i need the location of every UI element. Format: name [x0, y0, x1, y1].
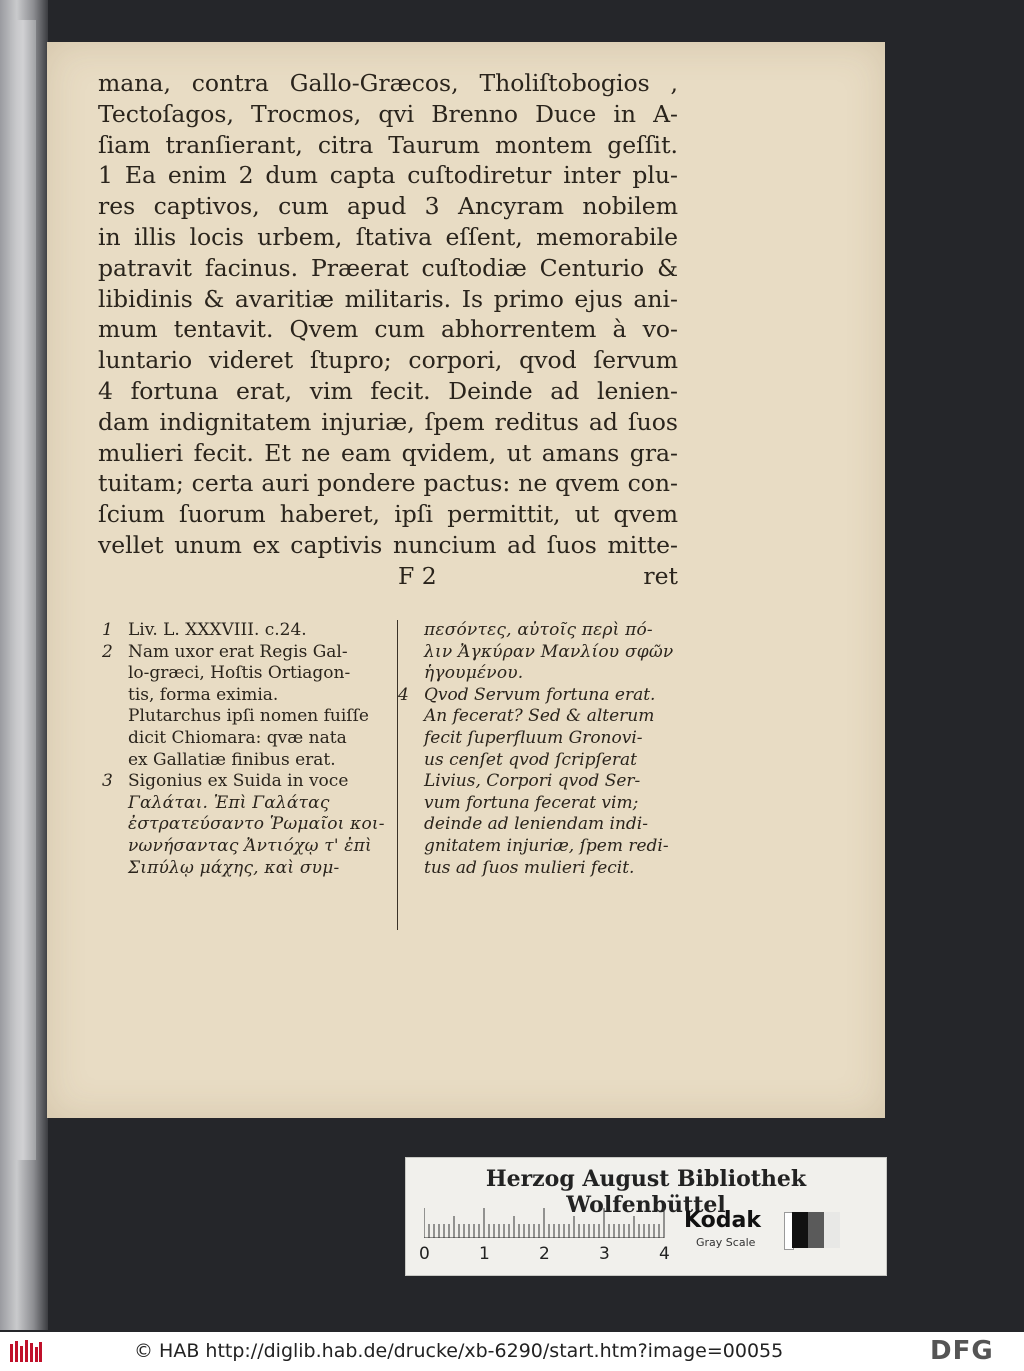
ruler-number: 1 — [479, 1244, 490, 1264]
copyright-url[interactable]: © HAB http://diglib.hab.de/drucke/xb-6290/start.htm?image=00055 — [134, 1340, 784, 1362]
text-line: res captivos, cum apud 3 Ancyram nobilem — [98, 192, 678, 221]
text-line: mum tentavit. Qvem cum abhorrentem à vo- — [98, 315, 678, 344]
binding-strip — [10, 20, 36, 1160]
footnotes-right — [396, 620, 678, 879]
footnote-line — [100, 728, 388, 750]
text-line: 4 fortuna erat, vim fecit. Deinde ad lenien- — [98, 376, 678, 405]
text-line: vellet unum ex captivis nuncium ad ſuos mitte- — [98, 530, 678, 559]
text-line: mulieri fecit. Et ne eam qvidem, ut amans gra- — [98, 438, 678, 467]
footnote-text: Σιπύλῳ μάχης, καὶ συμ- — [128, 857, 340, 878]
footer-bar — [0, 1332, 1024, 1371]
kodak-brand: Kodak — [684, 1208, 761, 1233]
footnote-text: An fecerat? Sed & alterum — [424, 706, 655, 727]
footnote-text: vum fortuna fecerat vim; — [424, 792, 639, 813]
footnote-text: tis, forma eximia. — [128, 684, 279, 705]
footnote-line — [100, 771, 388, 793]
footnote-text: lo-græci, Hoſtis Ortiagon- — [128, 663, 351, 684]
footnote-line — [396, 620, 678, 642]
main-text-block — [98, 68, 678, 591]
gray-scale-label: Gray Scale — [696, 1236, 756, 1249]
signature-line — [98, 561, 678, 591]
footnote-text: Liv. L. XXXVIII. c.24. — [128, 620, 307, 640]
previous-page-edge — [0, 0, 48, 1330]
footnote-text: deinde ad leniendam indi- — [424, 814, 648, 835]
footnote-number: 4 — [398, 684, 409, 705]
footnote-line — [396, 728, 678, 750]
color-target — [405, 1157, 887, 1276]
text-line: mana, contra Gallo-Græcos, Tholiſtobogios , — [98, 69, 678, 97]
catchword: ret — [643, 561, 678, 590]
footnote-number: 1 — [102, 620, 113, 640]
library-name: Herzog August Bibliothek Wolfenbüttel — [485, 1166, 807, 1218]
footnote-text: dicit Chiomara: qvæ nata — [128, 727, 347, 748]
footnote-number: 3 — [102, 771, 113, 792]
swatch-dark-gray — [808, 1212, 824, 1248]
ruler-number: 0 — [419, 1244, 430, 1264]
ruler-number: 2 — [539, 1244, 550, 1264]
ruler-scale — [424, 1208, 674, 1238]
footnote-line — [100, 793, 388, 815]
footnote-text: λιν Ἀγκύραν Μανλίου σφῶν — [424, 641, 674, 662]
hab-logo-icon — [8, 1338, 44, 1364]
footnote-text: tus ad ſuos mulieri fecit. — [424, 857, 635, 878]
swatch-black — [792, 1212, 808, 1248]
text-line: in illis locis urbem, ſtativa eſſent, memorabile — [98, 222, 678, 251]
footnote-line — [100, 814, 388, 836]
footnote-number: 2 — [102, 641, 113, 662]
footnotes-left — [100, 620, 388, 879]
ruler-number: 4 — [659, 1244, 670, 1264]
footnote-line — [100, 706, 388, 728]
text-line: ſiam tranſierant, citra Taurum montem geſſit. — [98, 130, 678, 159]
footnote-line — [100, 836, 388, 858]
swatch-light-gray — [824, 1212, 840, 1248]
signature-mark: F 2 — [398, 561, 437, 590]
footnote-line — [100, 685, 388, 707]
footnote-line — [396, 750, 678, 772]
footnote-line — [100, 663, 388, 685]
footnote-line — [396, 642, 678, 664]
footnote-text: fecit ſuperfluum Gronovi- — [424, 727, 643, 748]
text-line: ſcium ſuorum haberet, ipſi permittit, ut qvem — [98, 500, 678, 529]
footnote-line — [396, 706, 678, 728]
text-line: tuitam; certa auri pondere pactus: ne qvem con- — [98, 469, 678, 498]
footnote-text: Sigonius ex Suida in voce — [128, 771, 349, 792]
footnote-line — [396, 771, 678, 793]
footnote-text: us cenſet qvod ſcripſerat — [424, 749, 637, 770]
footnote-line — [396, 858, 678, 880]
footnote-text: νωνήσαντας Ἀντιόχῳ τ' ἐπὶ — [128, 835, 372, 856]
footnote-text: Plutarchus ipſi nomen fuiſſe — [128, 706, 369, 727]
text-line: patravit facinus. Præerat cuſtodiæ Centurio & — [98, 253, 678, 282]
gray-swatches — [784, 1212, 844, 1248]
footnote-line — [396, 685, 678, 707]
footnote-text: ἐστρατεύσαντο Ῥωμαῖοι κοι- — [128, 814, 385, 835]
footnote-text: gnitatem injuriæ, ſpem redi- — [424, 835, 669, 856]
ruler-number: 3 — [599, 1244, 610, 1264]
footnote-line — [100, 858, 388, 880]
footnote-text: πεσόντες, αὐτοῖς περὶ πό- — [424, 620, 653, 640]
footnote-text: Nam uxor erat Regis Gal- — [128, 641, 348, 662]
footnote-line — [396, 836, 678, 858]
text-line: luntario videret ſtupro; corpori, qvod ſervum — [98, 346, 678, 375]
footnote-line — [100, 642, 388, 664]
footnote-line — [396, 793, 678, 815]
footnote-line — [100, 750, 388, 772]
footnote-line — [100, 620, 388, 642]
footnote-text: Γαλάται. Ἐπὶ Γαλάτας — [128, 792, 330, 813]
footnote-line — [396, 663, 678, 685]
footnote-line — [396, 814, 678, 836]
footnote-text: Livius, Corpori qvod Ser- — [424, 771, 641, 792]
text-line: Tectoſagos, Trocmos, qvi Brenno Duce in A- — [98, 99, 678, 128]
footnote-text: ex Gallatiæ finibus erat. — [128, 749, 336, 770]
footnote-text: Qvod Servum fortuna erat. — [424, 684, 656, 705]
text-line: dam indignitatem injuriæ, ſpem reditus ad ſuos — [98, 407, 678, 436]
text-line: libidinis & avaritiæ militaris. Is primo ejus ani- — [98, 284, 678, 313]
text-line: 1 Ea enim 2 dum capta cuſtodiretur inter plu- — [98, 161, 678, 190]
footnote-text: ἡγουμένου. — [424, 663, 524, 684]
dfg-logo: DFG — [930, 1336, 994, 1366]
